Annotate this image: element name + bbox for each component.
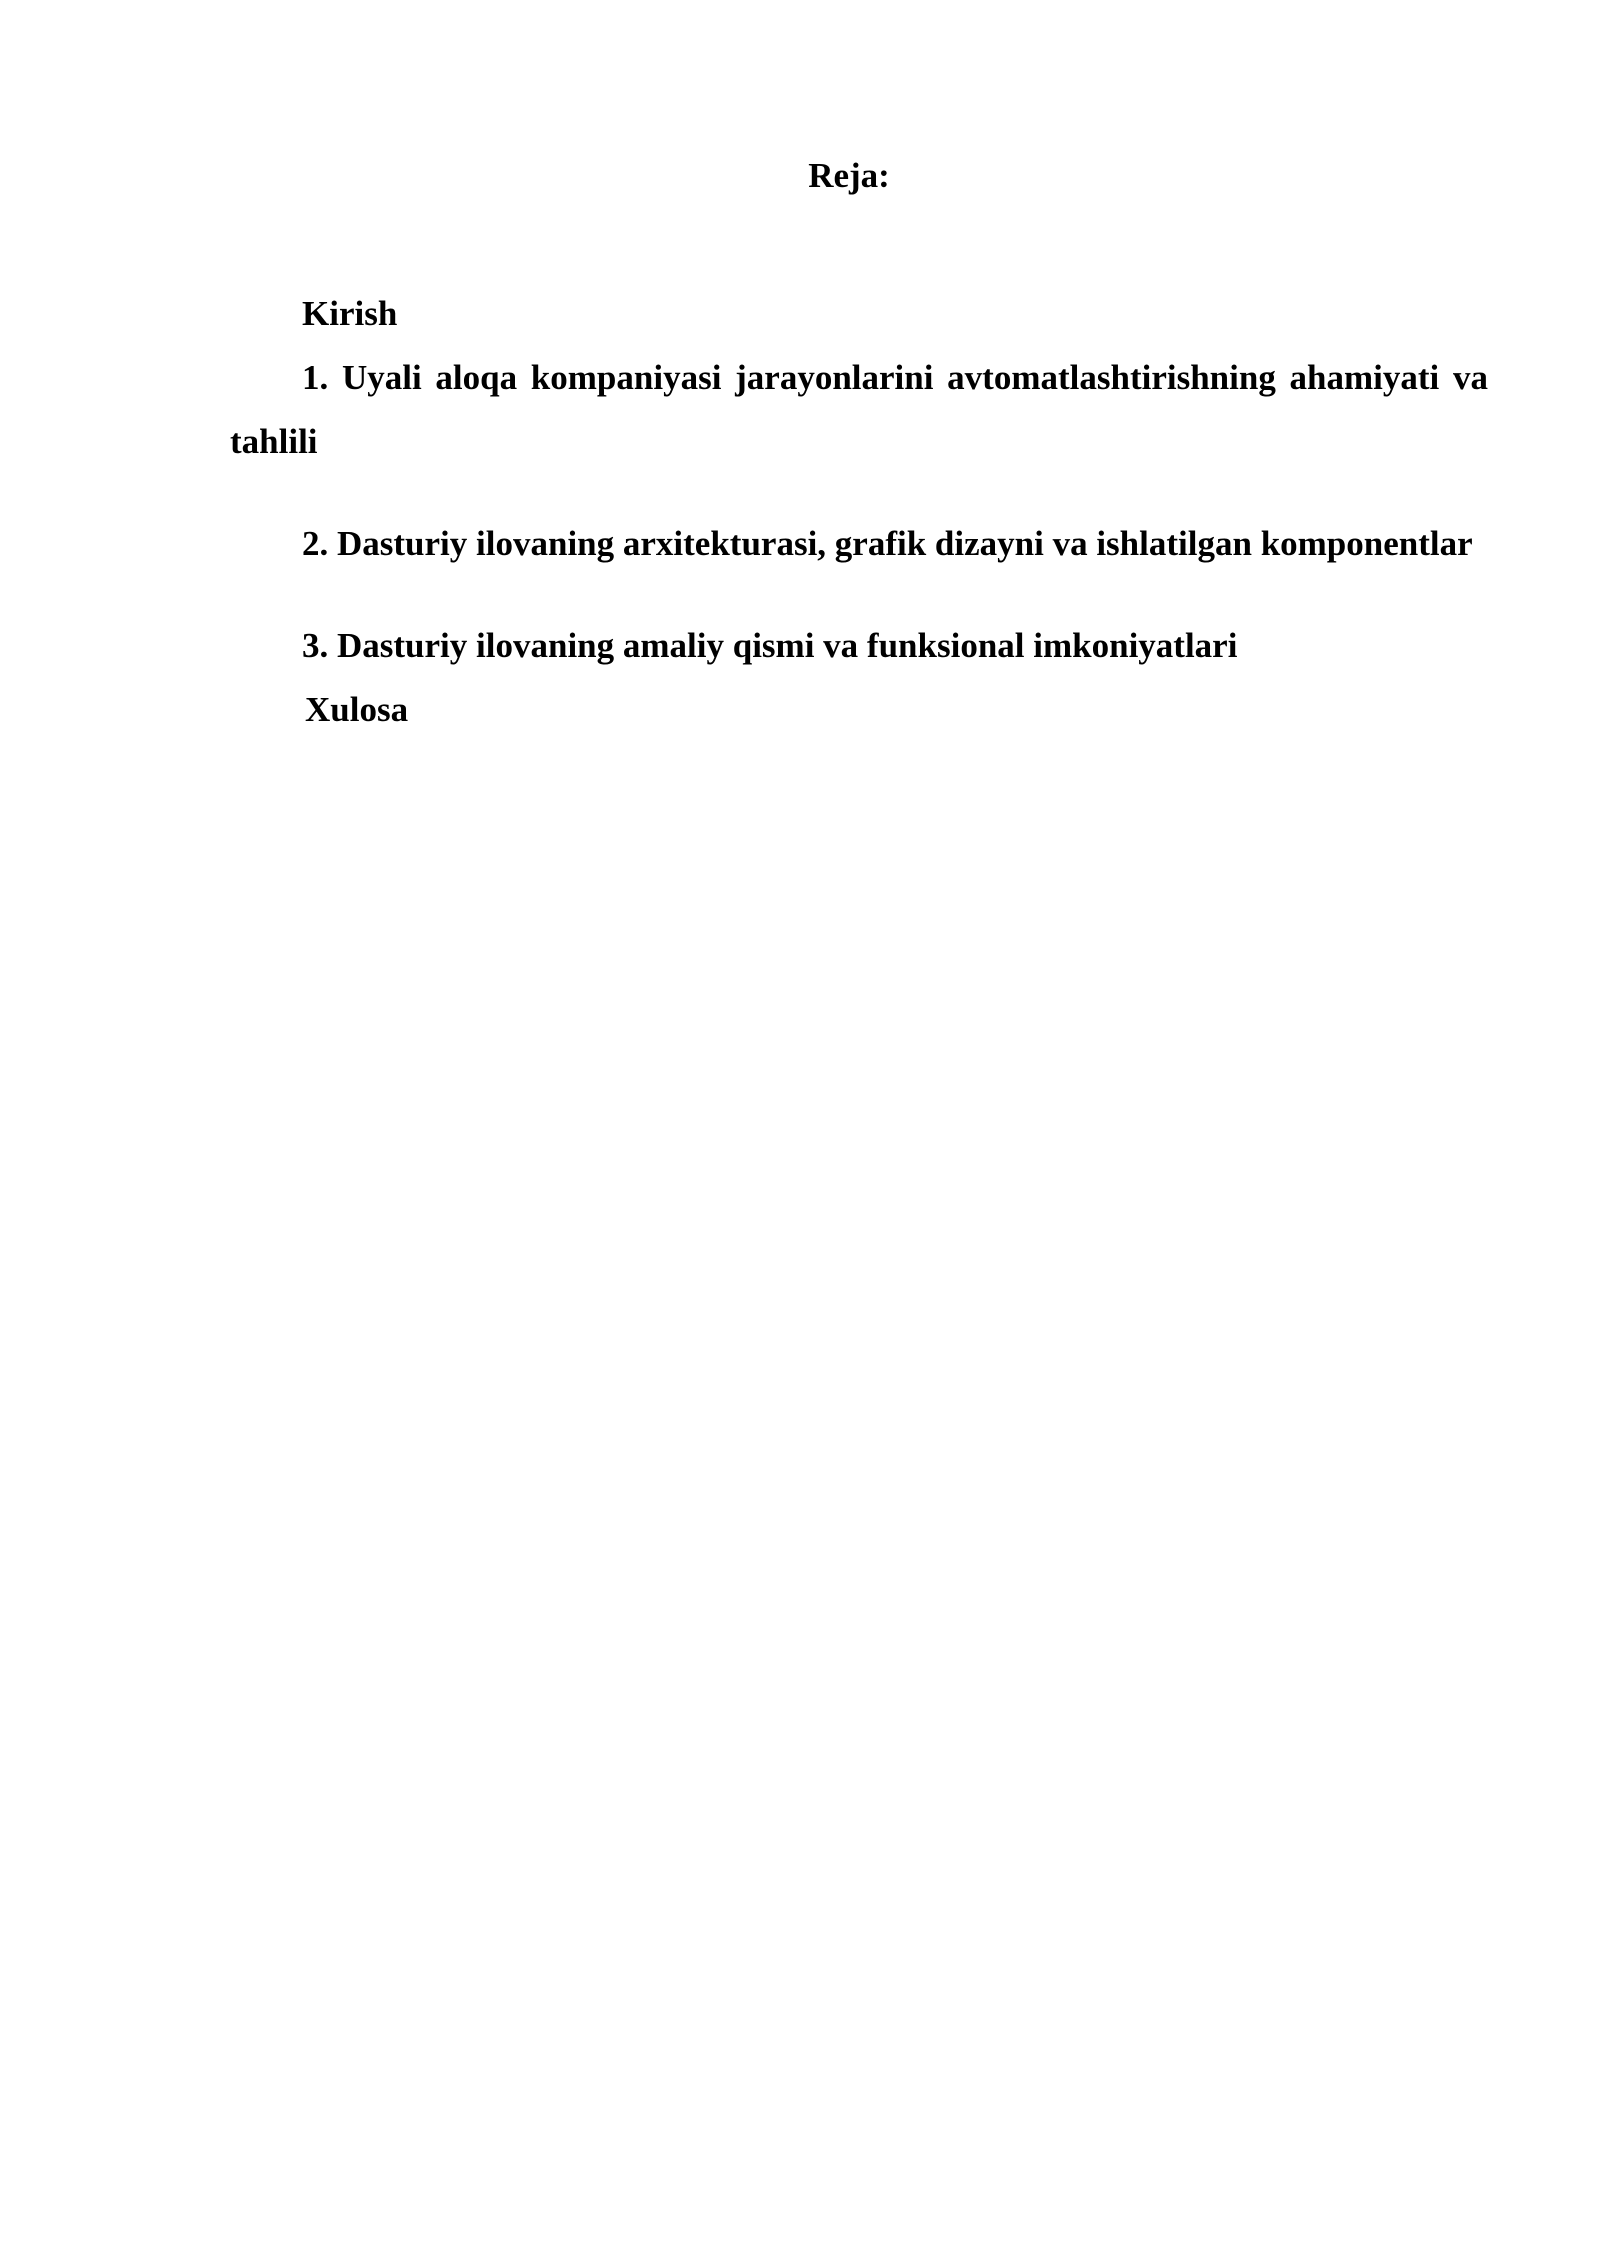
toc-item-chapter-1: 1. Uyali aloqa kompaniyasi jarayonlarini avtomatlashtirishning ahamiyati va tahlili bbox=[230, 358, 1488, 461]
toc-item-chapter-2: 2. Dasturiy ilovaning arxitekturasi, grafik dizayni va ishlatilgan komponentlar bbox=[302, 524, 1473, 563]
toc-item-conclusion: Xulosa bbox=[305, 690, 409, 729]
toc-item-chapter-3: 3. Dasturiy ilovaning amaliy qismi va funksional imkoniyatlari bbox=[302, 626, 1238, 665]
toc-item-introduction: Kirish bbox=[302, 294, 398, 333]
table-of-contents bbox=[230, 282, 1488, 742]
page-title: Reja: bbox=[808, 156, 890, 195]
